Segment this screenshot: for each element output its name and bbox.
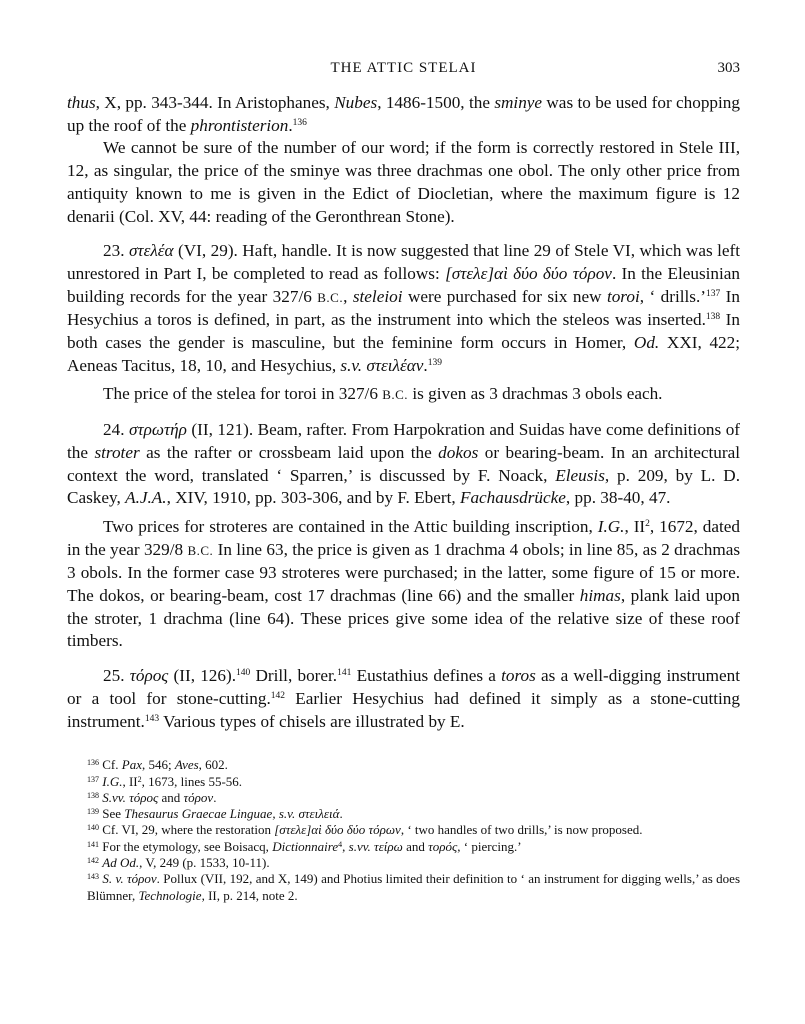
footnote-141: $^{141}$ For the etymology, see Boisacq, Dictionnaire$^4$, s.vv. τείρω and τορός, ‘ piercing.’ [87, 838, 522, 854]
footnote-ref: 138 [705, 312, 721, 323]
body-text [67, 92, 740, 733]
entry-23: 23. στελέα (VI, 29). Haft, handle. It is now suggested that line 29 of Stele VI, which was left unrestored in Part I, be completed to read as follows: [στελε]αὶ δύο δύο τόρον. In the Eleusinian building records for the year 327/6 B.C., steleioi were purchased for six new toroi, ‘ drills.’$^{137}$ In Hesychius a toros is defined, in part, as the instrument into which the steleos was inserted.$^{138}$ In both cases the gender is masculine, but the feminine form occurs in Homer, Od. XXI, 422; Aeneas Tacitus, 18, 10, and Hesychius, s.v. στειλέαν.$^{139}$ [67, 241, 741, 375]
paragraph-stroteres-prices: Two prices for stroteres are contained in the Attic building inscription, I.G., $II^2$, 1672, dated in the year 329/8 B.C. In line 63, the price is given as 1 drachma 4 obols; in line 85, as 2 drachmas 3 obols. In the former case 93 stroteres were purchased; in the latter, some figure of 15 or more. The dokos, or bearing-beam, cost 17 drachmas (line 66) and the smaller himas, plank laid upon the stroter, 1 drachma (line 64). These prices give some idea of the relative size of these roof timbers. [67, 516, 741, 651]
footnote-136: $^{136}$ Cf. Pax, 546; Aves, 602. [87, 757, 228, 773]
footnote-ref: 136 [292, 117, 307, 128]
running-title: THE ATTIC STELAI [330, 60, 477, 76]
entry-24: 24. στρωτήρ (II, 121). Beam, rafter. From Harpokration and Suidas have come definitions of the stroter as the rafter or crossbeam laid upon the dokos or bearing-beam. In an architectural context the word, translated ‘ Sparren,’ is discussed by F. Noack, Eleusis, p. 209, by L. D. Caskey, A.J.A., XIV, 1910, pp. 303-306, and by F. Ebert, Fachausdrücke, pp. 38-40, 47. [67, 420, 741, 508]
footnote-ref: 143 [144, 713, 160, 724]
footnotes [67, 757, 740, 904]
footnote-ref: 137 [705, 288, 721, 299]
paragraph-continuation: thus, X, pp. 343-344. In Aristophanes, Nubes, 1486-1500, the sminye was to be used for chopping up the roof of the phrontisterion.$^{136}$ [67, 93, 740, 135]
footnote-138: $^{138}$ S.vv. τόρος and τόρον. [87, 789, 217, 805]
entry-25: 25. τόρος (II, 126).$^{140}$ Drill, borer.$^{141}$ Eustathius defines a toros as a well-digging instrument or a tool for stone-cutting.$^{142}$ Earlier Hesychius had defined it simply as a stone-cutting instrument.$^{143}$ Various types of chisels are illustrated by E. [67, 666, 740, 731]
page-number: 303 [717, 60, 740, 76]
running-header [67, 56, 740, 80]
paragraph-price-note: We cannot be sure of the number of our word; if the form is correctly restored in Stele III, 12, as singular, the price of the sminye was three drachmas one obol. The only other price from antiquity known to me is given in the Edict of Diocletian, where the maximum figure is 12 denarii (Col. XV, 44: reading of the Geronthrean Stone). [67, 138, 740, 226]
page [67, 56, 740, 904]
footnote-ref: 139 [427, 357, 442, 368]
footnote-137: $^{137}$ I.G., $II^2$, 1673, lines 55-56. [87, 773, 243, 789]
footnote-ref: 141 [337, 668, 352, 679]
footnote-139: $^{139}$ See Thesaurus Graecae Linguae, s.v. στειλειά. [87, 806, 343, 822]
footnote-140: $^{140}$ Cf. VI, 29, where the restoration [στελε]αὶ δύο δύο τόρων, ‘ two handles of two drills,’ is now proposed. [87, 822, 643, 838]
footnote-ref: 142 [270, 690, 286, 701]
footnote-142: $^{142}$ Ad Od., V, 249 (p. 1533, 10-11). [87, 855, 270, 871]
footnote-ref: 140 [236, 668, 251, 679]
footnote-143: $^{143}$ S. v. τόρον. Pollux (VII, 192, and X, 149) and Photius limited their definition to ‘ an instrument for digging wells,’ as does Blümner, Technologie, II, p. 214, note 2. [87, 871, 740, 903]
paragraph-stelea-price: The price of the stelea for toroi in 327/6 B.C. is given as 3 drachmas 3 obols each. [103, 384, 663, 404]
